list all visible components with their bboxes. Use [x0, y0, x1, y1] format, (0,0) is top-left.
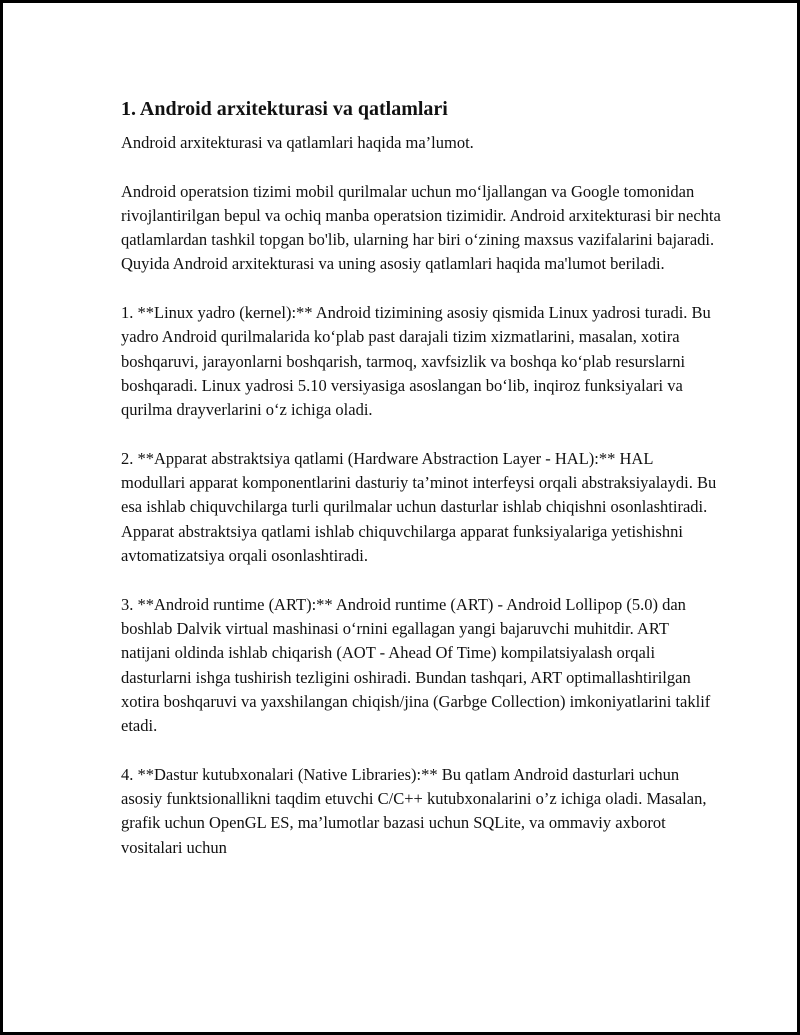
intro-paragraph: Android arxitekturasi va qatlamlari haqida ma’lumot. [121, 133, 474, 152]
page-title: 1. Android arxitekturasi va qatlamlari [121, 98, 448, 120]
document-body [121, 96, 721, 860]
paragraph-hal: 2. **Apparat abstraktsiya qatlami (Hardware Abstraction Layer - HAL):** HAL modullari apparat komponentlarini dasturiy ta’minot interfeysi orqali abstraksiyalaydi. Bu esa ishlab chiquvchilarga turli qurilmalar uchun dasturlar ishlab chiqishni osonlashtiradi. Apparat abstraktsiya qatlami ishlab chiquvchilarga apparat funksiyalariga yetishishni avtomatizatsiya orqali osonlashtiradi. [121, 448, 717, 566]
paragraph-native-libraries: 4. **Dastur kutubxonalari (Native Libraries):** Bu qatlam Android dasturlari uchun asosiy funktsionallikni taqdim etuvchi C/C++ kutubxonalarini o’z ichiga oladi. Masalan, grafik uchun OpenGL ES, ma’lumotlar bazasi uchun SQLite, va ommaviy axborot vositalari uchun [121, 764, 707, 857]
paragraph-art: 3. **Android runtime (ART):** Android runtime (ART) - Android Lollipop (5.0) dan boshlab Dalvik virtual mashinasi o‘rnini egallagan yangi bajaruvchi muhitdir. ART natijani oldinda ishlab chiqarish (AOT - Ahead Of Time) kompilatsiyalash orqali dasturlarni ishga tushirish tezligini oshiradi. Bundan tashqari, ART optimallashtirilgan xotira boshqaruvi va yaxshilangan chiqish/jina (Garbge Collection) imkoniyatlarini taklif etadi. [121, 594, 711, 736]
paragraph-overview: Android operatsion tizimi mobil qurilmalar uchun mo‘ljallangan va Google tomonidan rivojlantirilgan bepul va ochiq manba operatsion tizimidir. Android arxitekturasi bir nechta qatlamlardan tashkil topgan bo'lib, ularning har biri o‘zining maxsus vazifalarini bajaradi. Quyida Android arxitekturasi va uning asosiy qatlamlari haqida ma'lumot beriladi. [121, 181, 721, 274]
paragraph-linux-kernel: 1. **Linux yadro (kernel):** Android tizimining asosiy qismida Linux yadrosi turadi. Bu yadro Android qurilmalarida ko‘plab past darajali tizim xizmatlarini, masalan, xotira boshqaruvi, jarayonlarni boshqarish, tarmoq, xavfsizlik va boshqa ko‘plab resurslarni boshqaradi. Linux yadrosi 5.10 versiyasiga asoslangan bo‘lib, inqiroz funksiyalari va qurilma drayverlarini o‘z ichiga oladi. [121, 303, 711, 420]
